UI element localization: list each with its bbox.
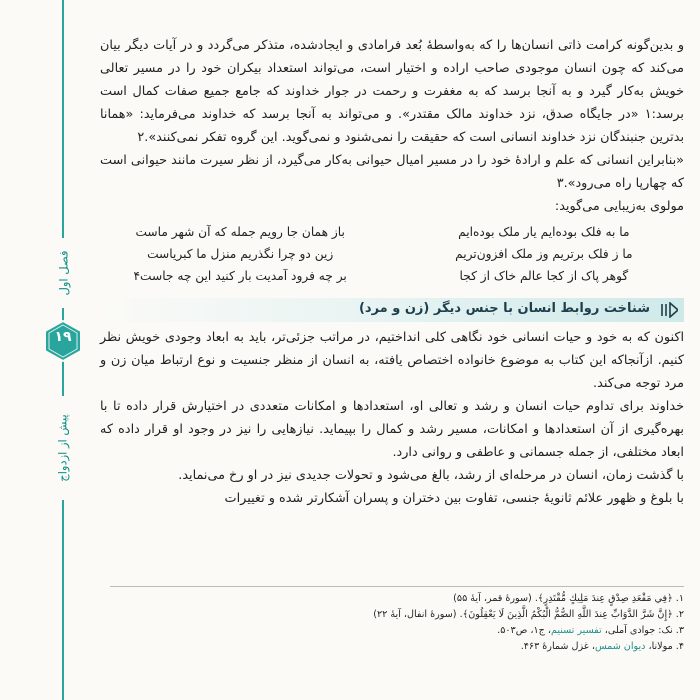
poem-verse — [100, 244, 684, 264]
paragraph: اکنون که به خود و حیات انسانی خود نگاهی کلی انداختیم، در مراتب جزئی‌تر، باید به ابعاد وجودی خویش نظر کنیم. ازآنجاکه این کتاب به موضوع خانواده اختصاص یافته، به انسان از منظر جنسیت و نوع ارتباط میان زن و مرد توجه می‌کند. — [100, 330, 684, 391]
paragraph: و بدین‌گونه کرامت ذاتی انسان‌ها را که به‌واسطهٔ بُعد فرامادی و ایجادشده، متذکر می‌گردد و در آیات دیگر بیان می‌کند که چون انسان موجودی صاحب اراده و اختیار است، می‌تواند استعداد بیکران خود را در مسیر تعالی خویش به‌کار گیرد و به آنجا برسد که به مغفرت و رحمت در جوار خداوند که جامع جمیع صفات کمال است برسد:۱ «در جایگاه صدق، نزد خداوند مالک مقتدر». و می‌تواند به آنجا برسد که خداوند می‌فرماید: «همانا بدترین جنبندگان نزد خداوند انسانی است که حقیقت را نمی‌شنود و نمی‌گوید. این گروه تفکر نمی‌کنند».۲ — [100, 38, 684, 145]
footnote — [110, 607, 684, 623]
poem-hemistich-left: بر چه فرود آمدیت بار کنید این چه جاست۴ — [133, 269, 347, 283]
paragraph: با گذشت زمان، انسان در مرحله‌ای از رشد، بالغ می‌شود و تحولات جدیدی نیز در او رخ می‌نماید. — [178, 468, 684, 483]
section-bullet-icon — [656, 302, 678, 318]
footnote-tail: ، غزل شمارهٔ ۴۶۳. — [520, 641, 595, 652]
footnote-text: ۲. ﴿إِنَّ شَرَّ الدَّوَابِّ عِندَ اللَّهِ الصُّمُّ الْبُكْمُ الَّذِينَ لَا يَعْقِلُونَ﴾. (سورهٔ انفال، آیهٔ ۲۲) — [373, 609, 684, 620]
paragraph: با بلوغ و ظهور علائم ثانویهٔ جنسی، تفاوت بین دختران و پسران آشکارتر شده و تغییرات — [224, 491, 684, 506]
poem-hemistich-right: ما ز فلک برتریم وز ملک افزون‌تریم — [455, 247, 633, 261]
poem-hemistich-right: گوهر پاک از کجا عالم خاک از کجا — [459, 269, 629, 283]
book-title-label: پیش از ازدواج — [56, 414, 70, 482]
footnote-text: ۱. ﴿فِي مَقْعَدِ صِدْقٍ عِندَ مَلِيكٍ مُّقْتَدِرٍ﴾. (سورهٔ قمر، آیهٔ ۵۵) — [453, 593, 684, 604]
poem-hemistich-left: زین دو چرا نگذریم منزل ما کبریاست — [147, 247, 334, 261]
footnote-book-title: دیوان شمس — [594, 641, 646, 652]
poem-hemistich-left: باز همان جا رویم جمله که آن شهر ماست — [135, 225, 345, 239]
poem — [100, 222, 684, 286]
book-title-box — [51, 396, 75, 500]
chapter-label-box — [51, 238, 75, 308]
footnotes — [110, 586, 684, 655]
paragraph: مولوی به‌زیبایی می‌گوید: — [554, 199, 684, 214]
footnote-text: ۴. مولانا، — [648, 641, 684, 652]
footnote-text: ۳. نک: جوادی آملی، — [604, 625, 684, 636]
footnote — [110, 623, 684, 639]
section-header — [100, 298, 684, 322]
page-sidebar — [0, 0, 80, 700]
poem-verse — [100, 222, 684, 242]
page-number: ۱۹ — [54, 329, 72, 345]
footnote-book-title: تفسیر تسنیم — [550, 625, 602, 636]
main-text — [100, 34, 684, 510]
poem-verse — [100, 266, 684, 286]
chapter-label: فصل اول — [56, 250, 71, 296]
footnote — [110, 591, 684, 607]
paragraph: «بنابراین انسانی که علم و ارادهٔ خود را در مسیر امیال حیوانی به‌کار می‌گیرد، از نظر سیرت مانند حیوانی است که چهارپا راه می‌رود».۳ — [100, 153, 684, 191]
footnote-tail: ، ج۱، ص۵۰۳. — [497, 625, 551, 636]
section-title: شناخت روابط انسان با جنس دیگر (زن و مرد) — [358, 301, 650, 316]
footnote — [110, 639, 684, 655]
poem-hemistich-right: ما به فلک بوده‌ایم یار ملک بوده‌ایم — [458, 225, 630, 239]
paragraph: خداوند برای تداوم حیات انسان و رشد و تعالی او، استعدادها و امکانات متعددی در اختیارش قرار داده تا با بهره‌گیری از آن استعدادها و امکانات، مسیر رشد و کمال را بپیماید. نیازهایی را نیز در وجود او قرار داده که ابعاد مختلفی، از جمله جسمانی و عاطفی و روانی دارد. — [100, 399, 684, 460]
